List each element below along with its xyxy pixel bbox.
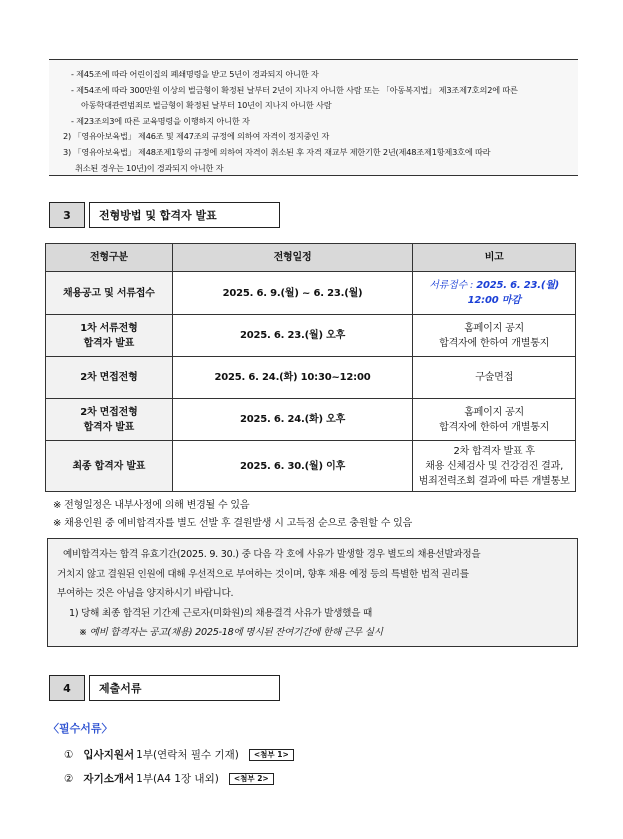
note-prefix: 서류접수 :: [429, 280, 477, 291]
table-row: [46, 441, 576, 492]
date-cell: 2025. 6. 9.(월) ~ 6. 23.(월): [172, 272, 413, 315]
table-row: [46, 315, 576, 357]
note-text: ※ 채용인원 중 예비합격자를 별도 선발 후 결원발생 시 고득점 순으로 충원할 수 있음: [53, 518, 413, 529]
stage-cell: 채용공고 및 서류접수: [46, 272, 173, 315]
note-cell: [413, 315, 576, 357]
stage-line: 1차 서류전형: [80, 322, 138, 334]
note-text: ※ 전형일정은 내부사정에 의해 변경될 수 있음: [53, 500, 250, 511]
disq-line: - 제23조의3에 따른 교육명령을 이행하지 아니한 자: [71, 115, 250, 126]
note-line: 범죄전력조회 결과에 따른 개별통보: [418, 475, 570, 487]
table-row: [46, 357, 576, 399]
doc-name: 자기소개서: [83, 773, 135, 785]
table-row: [46, 272, 576, 315]
note-line: 채용 신체검사 및 건강검진 결과,: [425, 460, 564, 472]
note-cell: [413, 272, 576, 315]
reserve-text: 부여하는 것은 아님을 양지하시기 바랍니다.: [57, 588, 234, 599]
stage-cell: [46, 315, 173, 357]
required-docs-title: 〈필수서류〉: [48, 722, 113, 735]
table-header-row: [46, 244, 576, 272]
note-line: 2차 합격자 발표 후: [453, 445, 535, 457]
reserve-info-box: [47, 538, 578, 647]
disq-line: 2) 「영유아보육법」 제46조 및 제47조의 규정에 의하여 자격이 정지중인 자: [63, 131, 330, 142]
stage-line: 합격자 발표: [83, 421, 135, 433]
section-4-header: [49, 675, 280, 701]
header-note: 비고: [413, 244, 576, 272]
doc-desc: 1부(A4 1장 내외): [136, 773, 219, 785]
section-number: 3: [49, 202, 85, 228]
disq-line: 3) 「영유아보육법」 제48조제1항의 규정에 의하여 자격이 취소된 후 자격 재교부 제한기한 2년(제48조제1항제3호에 따라: [63, 146, 491, 157]
section-3-header: [49, 202, 280, 228]
disq-line: - 제45조에 따라 어린이집의 폐쇄명령을 받고 5년이 경과되지 아니한 자: [71, 69, 319, 79]
note-cell: 구술면접: [413, 357, 576, 399]
stage-cell: [46, 399, 173, 441]
reserve-text: 거치지 않고 결원된 인원에 대해 우선적으로 부여하는 것이며, 향후 채용 예정 등의 특별한 법적 권리를: [57, 568, 469, 580]
date-cell: 2025. 6. 30.(월) 이후: [172, 441, 413, 492]
note-line: 홈페이지 공지: [464, 406, 525, 418]
section-number: 4: [49, 675, 85, 701]
schedule-notes: [53, 497, 412, 533]
disq-line: 취소된 경우는 10년)이 경과되지 아니한 자: [75, 162, 224, 173]
note-deadline: 2025. 6. 23.(월) 12:00 마감: [467, 280, 560, 306]
header-date: 전형일정: [172, 244, 413, 272]
header-stage: 전형구분: [46, 244, 173, 272]
table-row: [46, 399, 576, 441]
required-doc-item: [64, 771, 274, 786]
attachment-label: <첨부 1>: [249, 749, 294, 761]
section-title: 전형방법 및 합격자 발표: [89, 202, 280, 228]
note-line: 합격자에 한하여 개별통지: [439, 421, 550, 433]
note-cell: [413, 441, 576, 492]
date-cell: 2025. 6. 24.(화) 10:30~12:00: [172, 357, 413, 399]
item-number: ②: [64, 772, 74, 785]
doc-desc: 1부(연락처 필수 기재): [136, 749, 239, 761]
date-cell: 2025. 6. 23.(월) 오후: [172, 315, 413, 357]
disqualification-box: [49, 59, 578, 176]
doc-name: 입사지원서: [83, 749, 135, 761]
reserve-text: 예비합격자는 합격 유효기간(2025. 9. 30.) 중 다음 각 호에 사유가 발생할 경우 별도의 채용선발과정을: [63, 549, 481, 560]
attachment-label: <첨부 2>: [229, 773, 274, 785]
item-number: ①: [64, 748, 74, 761]
note-cell: [413, 399, 576, 441]
stage-line: 합격자 발표: [83, 337, 135, 349]
required-doc-item: [64, 747, 294, 762]
disq-line: - 제54조에 따라 300만원 이상의 벌금형이 확정된 날부터 2년이 지나지 아니한 사람 또는 「아동복지법」 제3조제7호의2에 따른: [71, 84, 518, 95]
stage-line: 2차 면접전형: [80, 406, 138, 418]
note-line: 홈페이지 공지: [464, 322, 525, 334]
section-title: 제출서류: [89, 675, 280, 701]
note-line: 합격자에 한하여 개별통지: [439, 337, 550, 349]
reserve-item: 1) 당해 최종 합격된 기간제 근로자(미화원)의 채용결격 사유가 발생했을 때: [69, 607, 373, 619]
schedule-table: [45, 243, 576, 492]
stage-cell: 2차 면접전형: [46, 357, 173, 399]
reserve-note: ※ 예비 합격자는 공고(채용) 2025-18에 명시된 잔여기간에 한해 근무 실시: [79, 627, 383, 638]
date-cell: 2025. 6. 24.(화) 오후: [172, 399, 413, 441]
disq-line: 아동학대관련범죄로 벌금형이 확정된 날부터 10년이 지나지 아니한 사람: [81, 100, 332, 111]
stage-cell: 최종 합격자 발표: [46, 441, 173, 492]
